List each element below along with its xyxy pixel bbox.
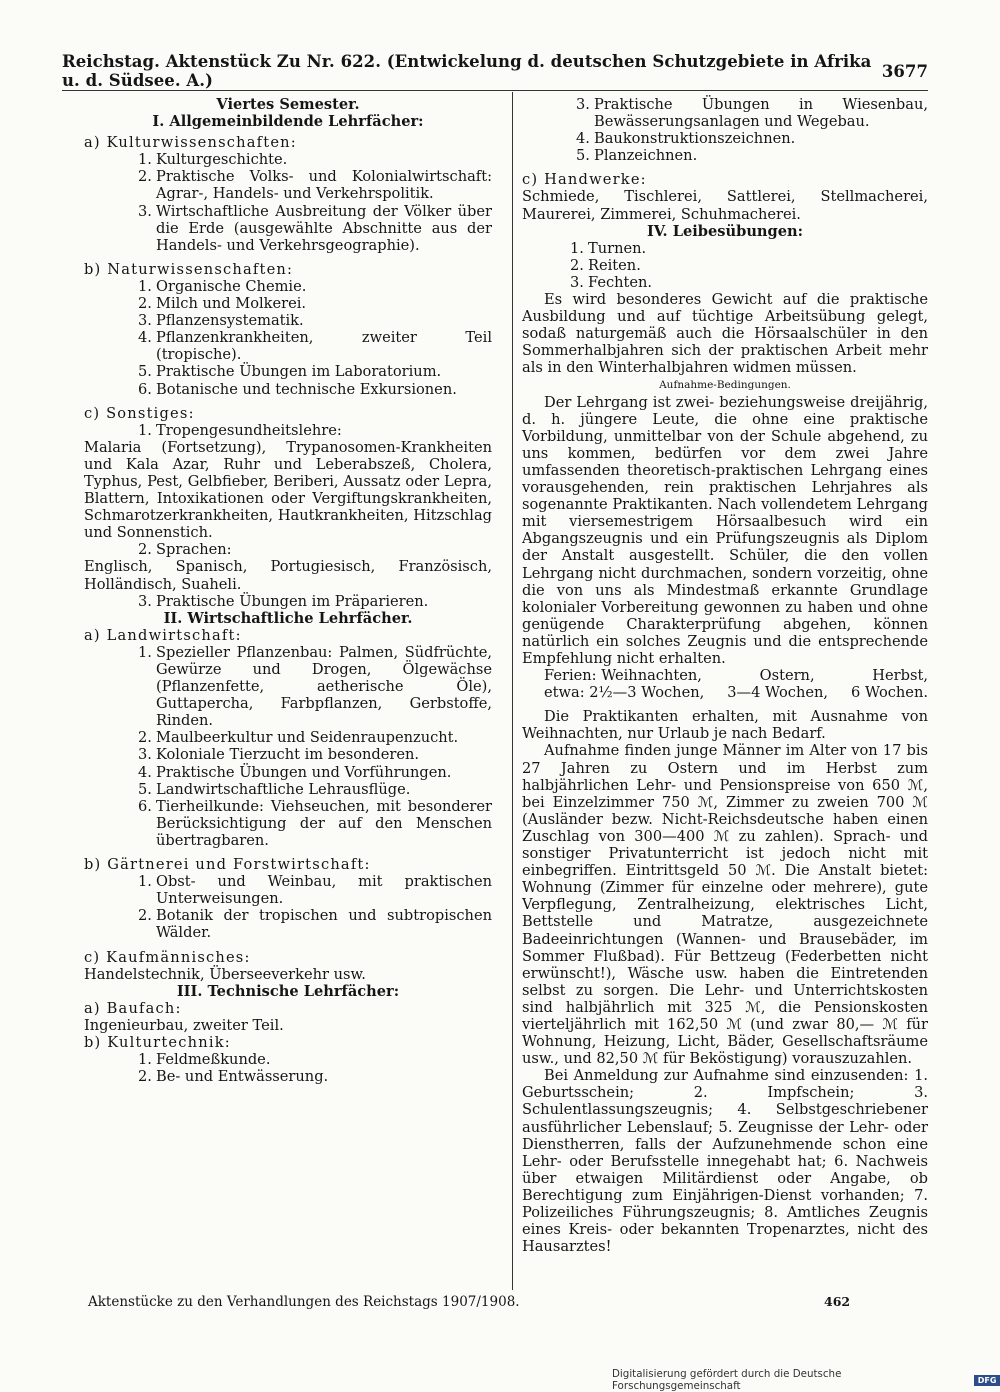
list-item: 2. Sprachen: [138,541,232,559]
list-item: 1. Turnen. [570,239,647,257]
list-item: 2. Praktische Volks- und Kolonialwirtschaft: Agrar-, Handels- und Verkehrspolitik. [138,168,492,203]
ferien-cell: Ferien: Weihnachten, [544,667,702,685]
sub-b-heading: b) Gärtnerei und Forstwirtschaft: [84,856,371,874]
sub-b-heading: b) Kulturtechnik: [84,1033,231,1051]
list-item: 3. Pflanzensystematik. [138,312,304,330]
sub-b-heading: b) Naturwissenschaften: [84,260,294,278]
right-column [522,96,928,1255]
list-item-detail: Handelstechnik, Überseeverkehr usw. [84,965,366,983]
header-rule [62,90,928,91]
sub-a-heading: a) Landwirtschaft: [84,626,242,644]
list-item: 3. Fechten. [570,273,653,291]
section-3-heading: III. Technische Lehrfächer: [176,982,400,1000]
paragraph: Es wird besonderes Gewicht auf die praktische Ausbildung und auf tüchtige Arbeitsübung gelegt, sodaß naturgemäß auch die Hörsaalschüler in den Sommerhalbjahren sich der praktischen Arbeit mehr als in den Winterhalbjahren widmen müssen. [522,291,928,377]
list-item: 3. Koloniale Tierzucht im besonderen. [138,746,420,764]
section-2-heading: II. Wirtschaftliche Lehrfächer. [163,609,413,627]
ferien-cell: 6 Wochen. [851,684,928,702]
paragraph: Aufnahme finden junge Männer im Alter von 17 bis 27 Jahren zu Ostern und im Herbst zum halbjährlichen Lehr- und Pensionspreise von 650 ℳ, bei Einzelzimmer 750 ℳ, Zimmer zu zweien 700 ℳ (Ausländer bezw. Nicht-Reichsdeutsche haben einen Zuschlag von 300—400 ℳ zu zahlen). Sprach- und sonstiger Privatunterricht ist jedoch nicht mit einbegriffen. Eintrittsgeld 50 ℳ. Die Anstalt bietet: Wohnung (Zimmer für einzelne oder mehrere), gute Verpflegung, Zentralheizung, elektrisches Licht, Bettstelle und Matratze, ausgezeichnete Badeeinrichtungen (Wannen- und Brausebäder, im Sommer Flußbad). Für Bettzeug (Federbetten nicht erwünscht!), Wäsche usw. haben die Eintretenden selbst zu sorgen. Die Lehr- und Unterrichtskosten sind halbjährlich mit 325 ℳ, die Pensionskosten vierteljährlich mit 162,50 ℳ (und zwar 80,— ℳ für Wohnung, Heizung, Licht, Bäder, Gesellschaftsräume usw., und 82,50 ℳ für Beköstigung) vorauszuzahlen. [522,742,928,1068]
ferien-cell: Ostern, [759,667,815,685]
column-rule [512,92,513,1290]
ferien-cell: 3—4 Wochen, [727,684,829,702]
list-item-detail: Englisch, Spanisch, Portugiesisch, Französisch, Holländisch, Suaheli. [84,558,492,593]
list-item: 2. Be- und Entwässerung. [138,1068,329,1086]
list-item: 4. Baukonstruktionszeichnen. [576,130,796,148]
ferien-table [544,667,928,701]
running-head-page: 3677 [881,61,928,81]
list-item: 3. Praktische Übungen im Präparieren. [138,592,429,610]
list-item: 2. Milch und Molkerei. [138,295,307,313]
aufnahme-heading: Aufnahme-Bedingungen. [659,378,791,391]
list-item: 1. Tropengesundheitslehre: [138,421,342,439]
footer-page-number: 462 [824,1294,851,1309]
sub-c-heading: c) Sonstiges: [84,404,195,422]
section-4-heading: IV. Leibesübungen: [646,222,804,240]
list-item: 1. Spezieller Pflanzenbau: Palmen, Südfrüchte, Gewürze und Drogen, Ölgewächse (Pflanzenfette, aetherische Öle), Guttapercha, Farbpflanzen, Gerbstoffe, Rinden. [138,643,492,730]
paragraph: Der Lehrgang ist zwei- beziehungsweise dreijährig, d. h. jüngere Leute, die ohne eine praktische Vorbildung, unmittelbar von der Schule abgehend, zu uns kommen, bedürfen vor dem zwei Jahre umfassenden theoretisch-praktischen Lehrgang eines vorausgehenden, rein praktischen Lehrjahres als sogenannte Praktikanten. Nach vollendetem Lehrgang mit viersemestrigem Hörsaalbesuch wird ein Abgangszeugnis und ein Prüfungszeugnis als Diplom der Anstalt ausgestellt. Schüler, die den vollen Lehrgang nicht durchmachen, sondern vorzeitig, ohne die von uns als Mindestmaß erkannte Grundlage kolonialer Vorbereitung gewonnen zu haben und ohne genügende Charakterprüfung abgehen, können natürlich ein solches Zeugnis und die entsprechende Empfehlung nicht erhalten. [522,393,928,667]
paragraph: Bei Anmeldung zur Aufnahme sind einzusenden: 1. Geburtsschein; 2. Impfschein; 3. Schulentlassungszeugnis; 4. Selbstgeschriebener ausführlicher Lebenslauf; 5. Zeugnisse der Lehr- oder Dienstherren, falls der Aufzunehmende schon eine Lehr- oder Berufsstelle innegehabt hat; 6. Nachweis über etwaigen Militärdienst oder Angabe, ob Berechtigung zum Einjährigen-Dienst vorhanden; 7. Polizeiliches Führungszeugnis; 8. Amtliches Zeugnis eines Kreis- oder bekannten Tropenarztes, nicht des Hausarztes! [522,1067,928,1256]
list-item: 1. Obst- und Weinbau, mit praktischen Unterweisungen. [138,873,492,908]
dfg-credit-text: Digitalisierung gefördert durch die Deutsche Forschungsgemeinschaft [612,1368,842,1392]
running-head-title: Reichstag. Aktenstück Zu Nr. 622. (Entwickelung d. deutschen Schutzgebiete in Afrika u. d. Südsee. A.) [62,52,872,90]
list-item: 6. Tierheilkunde: Viehseuchen, mit besonderer Berücksichtigung der auf den Menschen übertragbaren. [138,797,492,849]
list-item-detail: Schmiede, Tischlerei, Sattlerei, Stellmacherei, Maurerei, Zimmerei, Schuhmacherei. [522,188,928,223]
section-1-heading: I. Allgemeinbildende Lehrfächer: [152,113,424,131]
running-head [62,52,928,90]
list-item: 1. Organische Chemie. [138,277,307,295]
list-item: 5. Landwirtschaftliche Lehrausflüge. [138,780,411,798]
footer-citation: Aktenstücke zu den Verhandlungen des Reichstags 1907/1908. [88,1294,520,1310]
semester-title: Viertes Semester. [216,96,360,113]
sub-c-heading: c) Handwerke: [522,171,647,189]
list-item-detail: Ingenieurbau, zweiter Teil. [84,1016,284,1034]
list-item: 2. Botanik der tropischen und subtropischen Wälder. [138,907,492,942]
list-item: 3. Wirtschaftliche Ausbreitung der Völker über die Erde (ausgewählte Abschnitte aus der Handels- und Verkehrsgeographie). [138,202,492,254]
ferien-cell: Herbst, [872,667,928,685]
list-item: 5. Planzeichnen. [576,147,698,165]
list-item: 1. Kulturgeschichte. [138,151,288,169]
left-column [84,96,492,1085]
sub-a-heading: a) Kulturwissenschaften: [84,134,297,152]
sub-c-heading: c) Kaufmännisches: [84,948,251,966]
list-item: 1. Feldmeßkunde. [138,1051,271,1069]
list-item: 6. Botanische und technische Exkursionen. [138,380,457,398]
sub-a-heading: a) Baufach: [84,999,182,1017]
dfg-logo: DFG [974,1375,1000,1386]
ferien-cell: etwa: 2½—3 Wochen, [544,684,705,702]
paragraph: Die Praktikanten erhalten, mit Ausnahme von Weihnachten, nur Urlaub je nach Bedarf. [522,708,928,743]
list-item: 3. Praktische Übungen in Wiesenbau, Bewässerungsanlagen und Wegebau. [576,96,928,131]
list-item: 2. Reiten. [570,256,641,274]
dfg-credit [612,1368,1000,1392]
list-item: 4. Pflanzenkrankheiten, zweiter Teil (tropische). [138,329,492,364]
list-item: 2. Maulbeerkultur und Seidenraupenzucht. [138,729,459,747]
list-item-detail: Malaria (Fortsetzung), Trypanosomen-Krankheiten und Kala Azar, Ruhr und Leberabszeß, Cholera, Typhus, Pest, Gelbfieber, Beriberi, Aussatz oder Lepra, Blattern, Intoxikationen oder Vergiftungskrankheiten, Schmarotzerkrankheiten, Hautkrankheiten, Hitzschlag und Sonnenstich. [84,438,492,542]
list-item: 5. Praktische Übungen im Laboratorium. [138,363,442,381]
list-item: 4. Praktische Übungen und Vorführungen. [138,763,452,781]
